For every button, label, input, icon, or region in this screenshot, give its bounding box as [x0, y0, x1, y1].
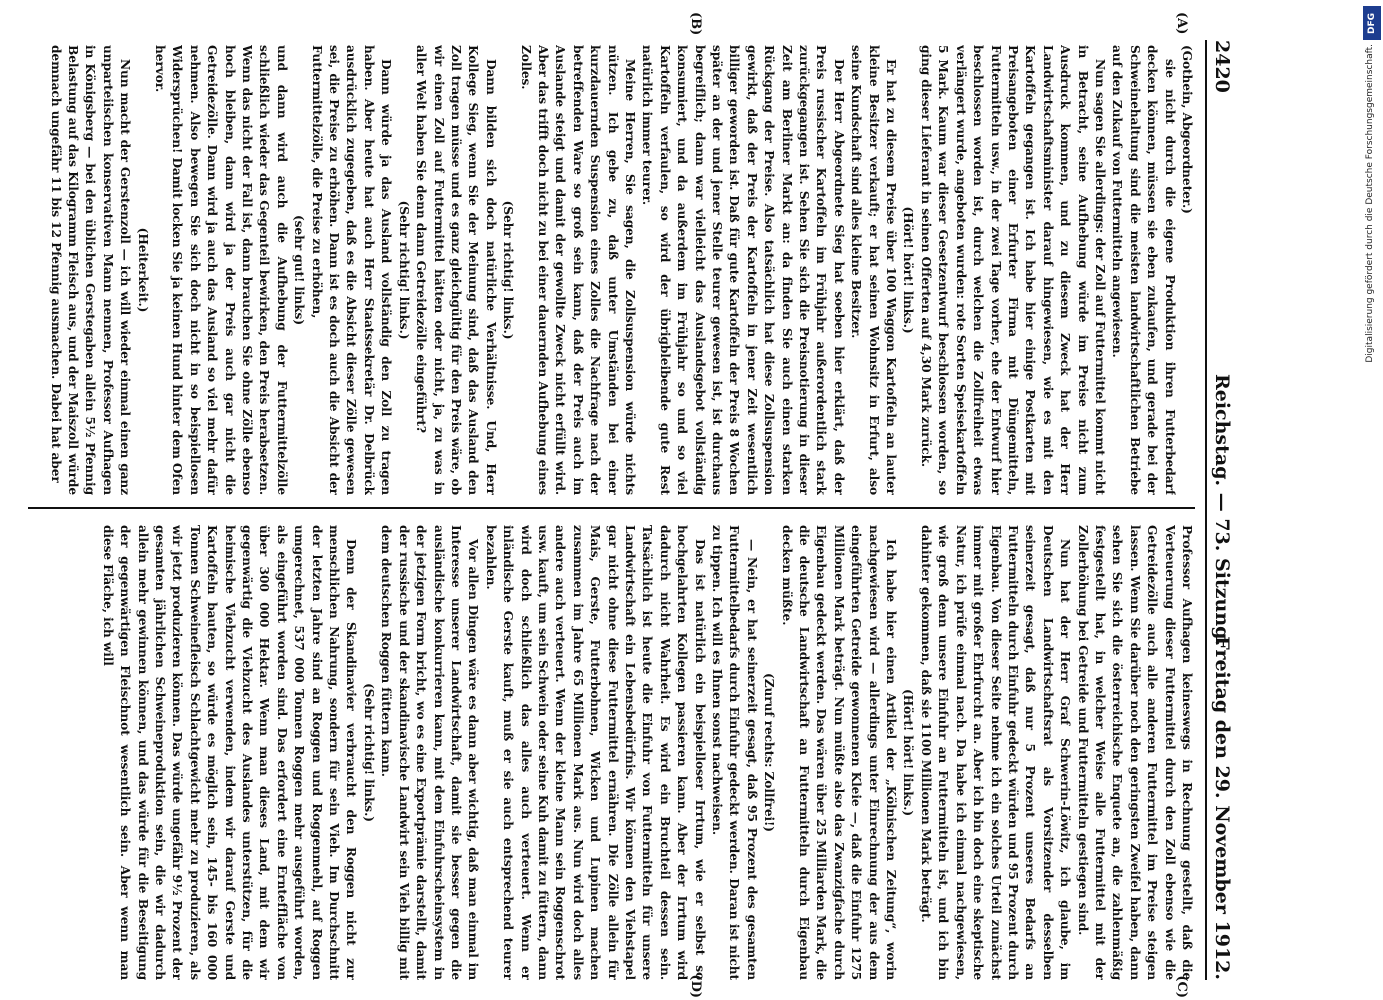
page-header: [1205, 40, 1245, 980]
interjection: (Sehr richtig! links.): [501, 200, 516, 340]
paragraph: Vor allen Dingen wäre es dann aber wichtig, daß man einmal im Interesse unserer Landwirtschaft, damit sie besser gegen die ausländische konkurrieren kann, mit dem Einfuhrscheinsystem in der jetzigen Form bricht, wo es eine Exportprämie darstellt, damit der russische und der skandinavische Landwirt sein Vieh billig mit dem deutschen Roggen füttern kann.: [379, 525, 481, 980]
interjection: (Sehr richtig! links.): [361, 683, 376, 822]
paragraph: — Nein, er hat seinerzeit gesagt, daß 95 Prozent des gesamten Futtermittelbedarfs durch Einfuhr gedeckt werden. Daran ist nicht zu tippen. Ich will es Ihnen sonst nachweisen.: [710, 525, 759, 980]
interjection: (Heiterkeit.): [135, 227, 150, 313]
paragraph: Meine Herren, Sie sagen, die Zollsuspension würde nichts nützen. Ich gebe zu, daß unter Umständen bei einer kurzdauernden Suspension eines Zolles die Nachfrage nach der betreffenden Ware so groß sein kann, daß der Preis auch im Auslande steigt und damit der gewollte Zweck nicht erfüllt wird. Aber das trifft doch nicht zu bei einer dauernden Aufhebung eines Zolles.: [518, 45, 637, 495]
interjection: (Zuruf rechts: Zollfrei!): [762, 673, 777, 832]
paragraph: Nun sagen Sie allerdings: der Zoll auf Futtermittel kommt nicht in Betracht, seine Aufhebung würde im Preise nicht zum Ausdruck kommen, und zu diesem Zweck hat der Herr Landwirtschaftsminister darauf hingewiesen, wie es mit den Kartoffeln gegangen ist. Ich habe hier einige Postkarten mit Preisangeboten einer Erfurter Firma mit Düngemitteln, Futtermitteln usw., in der zwei Tage vorher, ehe der Entwurf hier beschlossen worden ist, durch welchen die Zollfreiheit etwas verlängert wurde, angeboten wurden: rote Sorten Speisekartoffeln 5 Mark. Kaum war dieser Gesetzentwurf beschlossen worden, so ging dieser Lieferant in seinen Offerten auf 4,30 Mark zurück.: [918, 45, 1107, 495]
margin-mark-c: (C): [1174, 975, 1189, 998]
column-divider: [28, 507, 1195, 509]
paragraph: Nun macht der Gerstenzoll — ich will wieder einmal einen ganz unparteiischen konservativen Mann nennen, Professor Aufhagen in Königsberg — bei den üblichen Gerstegaben allein 5½ Pfennig Belastung auf das Kilogramm Fleisch aus, und der Maiszoll würde demnach ungefähr 11 bis 12 Pfennig ausmachen. Dabei hat aber: [48, 45, 133, 495]
paragraph: Ich habe hier einen Artikel der „Kölnischen Zeitung“, worin nachgewiesen wird — allerdings unter Einrechnung der aus dem eingeführten Getreide gewonnenen Kleie —, daß die Einfuhr 1275 Millionen Mark beträgt. Nun müßte also das Zwanzigfache durch Eigenbau gedeckt werden. Das wären über 25 Milliarden Mark, die die deutsche Landwirtschaft an Futtermitteln durch Eigenbau decken müßte.: [779, 525, 899, 980]
dfg-logo: DFG: [1363, 6, 1381, 40]
interjection: (sehr gut! links): [292, 214, 307, 325]
paragraph: Er hat zu diesem Preise über 100 Waggon Kartoffeln an lauter kleine Besitzer verkauft; er hat seinen Wohnsitz in Erfurt, also seine Kundschaft sind alles kleine Besitzer.: [849, 45, 899, 495]
digitization-sidebar: [1361, 0, 1383, 1000]
digitization-credit: Digitalisierung gefördert durch die Deutsche Forschungsgemeinschaft.: [1365, 44, 1375, 363]
interjection: (Hört! hört! links.): [901, 688, 916, 817]
paragraph: Das ist natürlich ein beispielloser Irrtum, wie er selbst so hochgelahrten Kollegen passieren kann. Aber der Irrtum wird dadurch nicht Wahrheit. Es wird ein Bruchteil dessen sein. Tatsächlich ist heute die Einfuhr von Futtermitteln für unsere Landwirtschaft ein Lebensbedürfnis. Wir können den Viehstapel gar nicht ohne diese Futtermittel ernähren. Die Zölle allein für Mais, Gerste, Futterbohnen, Wicken und Lupinen machen zusammen im Jahre 65 Millionen Mark aus. Nun wird doch alles andere auch verteuert. Wenn der kleine Mann sein Roggenschrot usw. kauft, um sein Schwein oder seine Kuh damit zu füttern, dann wird doch schließlich das alles auch verteuert. Wenn er inländische Gerste kauft, muß er sie auch entsprechend teurer bezahlen.: [483, 525, 707, 980]
margin-mark-d: (D): [688, 974, 703, 998]
paragraph: Nun hat der Herr Graf Schwerin-Löwitz, ich glaube, im Deutschen Landwirtschaftsrat als Vorsitzender desselben seinerzeit gesagt, daß nur 5 Prozent unseres Bedarfs an Futtermitteln durch Einfuhr gedeckt würden und 95 Prozent durch Eigenbau. Von dieser Seite nehme ich ein solches Urteil zunächst immer mit großer Ehrfurcht an. Aber ich bin doch eine skeptische Natur, ich prüfe einmal nach. Da habe ich einmal nachgewiesen, wie groß denn unsere Einfuhr an Futtermitteln ist, und ich bin dahinter gekommen, daß sie 1100 Millionen Mark beträgt.: [918, 525, 1073, 980]
paragraph: Professor Aufhagen keineswegs in Rechnung gestellt, daß die Verteuerung dieser Futtermittel durch den Zoll ebenso wie die Getreidezölle auch alle anderen Futtermittel im Preise steigen lassen. Wenn Sie darüber noch den geringsten Zweifel haben, dann sehen Sie sich die österreichische Enquete an, die zahlenmäßig festgestellt hat, in welcher Weise alle Futtermittel mit der Zollerhöhung bei Getreide und Futtermitteln gestiegen sind.: [1075, 525, 1194, 980]
session-title: Reichstag. — 73. Sitzung.: [1211, 373, 1233, 647]
paragraph: und dann wird auch die Aufhebung der Futtermittelzölle schließlich wieder das Gegenteil bewirken, den Preis herabsetzen. Wenn das nicht der Fall ist, dann brauchen Sie ohne Zölle ebenso hoch bleiben, dann wird ja der Preis auch gar nicht die Getreidezölle. Dann wird ja auch das Ausland so viel mehr dafür nehmen. Also bewegen Sie sich doch nicht in so beispiellosen Widersprüchen! Damit locken Sie ja keinen Hund hinter dem Ofen hervor.: [153, 45, 289, 495]
paragraph: Dann würde ja das Ausland vollständig den Zoll zu tragen haben. Aber heute hat auch Herr Staatssekretär Dr. Delbrück ausdrücklich zugegeben, daß es die Absicht dieser Zölle gewesen sei, die Preise zu erhöhen. Dann ist es doch auch die Absicht der Futtermittelzölle, die Preise zu erhöhen,: [309, 45, 394, 495]
page-number: 2420: [1211, 40, 1233, 93]
paragraph: sie nicht durch die eigene Produktion ihren Futterbedarf decken können, müssen sie eben zukaufen, und gerade bei der Schweinehaltung sind die meisten landwirtschaftlichen Betriebe auf den Zukauf von Futtermitteln angewiesen.: [1110, 45, 1177, 495]
margin-mark-a: (A): [1174, 12, 1189, 35]
interjection: (Hört! hört! links.): [901, 206, 916, 334]
paragraph: Der Herr Abgeordnete Sieg hat soeben hier erklärt, daß der Preis russischer Kartoffeln im Frühjahr außerordentlich stark zurückgegangen ist. Sehen Sie sich die Preisnotierung in dieser Zeit am Berliner Markt an: da finden Sie auch einen starken Rückgang der Preise. Also tatsächlich hat diese Zollsuspension gewirkt, daß der Preis der Kartoffeln in jener Zeit wesentlich billiger geworden ist. Daß für gute Kartoffeln der Preis 8 Wochen später an der und jener Stelle teurer gewesen ist, ist durchaus begreiflich; dann war vielleicht das Auslandsgebot vollständig konsumiert, und da außerdem im Frühjahr so und so viel Kartoffeln verfaulen, so wird der übrigbleibende gute Rest natürlich immer teurer.: [640, 45, 846, 495]
speaker-line: (Gothein, Abgeordneter.): [1180, 45, 1194, 214]
session-date: Freitag den 29. November 1912.: [1211, 636, 1233, 980]
interjection: (Sehr richtig! links.): [396, 200, 411, 340]
left-column: [28, 45, 1195, 495]
right-column: [28, 525, 1195, 980]
paragraph: Dann bilden sich doch natürliche Verhältnisse. Und, Herr Kollege Sieg, wenn Sie der Meinung sind, daß das Ausland den Zoll tragen müsse und es ganz gleichgültig für den Preis wäre, ob wir einen Zoll auf Futtermittel hätten oder nicht, ja, zu was in aller Welt haben Sie denn dann Getreidezölle eingeführt?: [414, 45, 498, 495]
margin-mark-b: (B): [688, 12, 703, 36]
paragraph: Denn der Skandinavier verbraucht den Roggen nicht zur menschlichen Nahrung, sondern für sein Vieh. Im Durchschnitt der letzten Jahre sind an Roggen und Roggenmehl, auf Roggen umgerechnet, 537 000 Tonnen Roggen mehr ausgeführt worden, als eingeführt worden sind. Das erfordert eine Ernteffläche von über 300 000 Hektar. Wenn man dieses Land, mit dem wir gegenwärtig die Viehzucht des Auslandes unterstützen, für die heimische Viehzucht verwenden, indem wir darauf Gerste und Kartoffeln bauten, so würde es möglich sein, 145- bis 160 000 Tonnen Schweinefleisch Schlachtgewicht mehr zu produzieren, als wir jetzt produzieren können. Das würde ungefähr 9½ Prozent der gesamten jährlichen Schweineproduktion sein, die wir dadurch allein mehr gewinnen können, und das würde für die Beseitigung der gegenwärtigen Fleischnot wesentlich sein. Aber wenn man diese Fläche, ich will: [100, 525, 359, 980]
